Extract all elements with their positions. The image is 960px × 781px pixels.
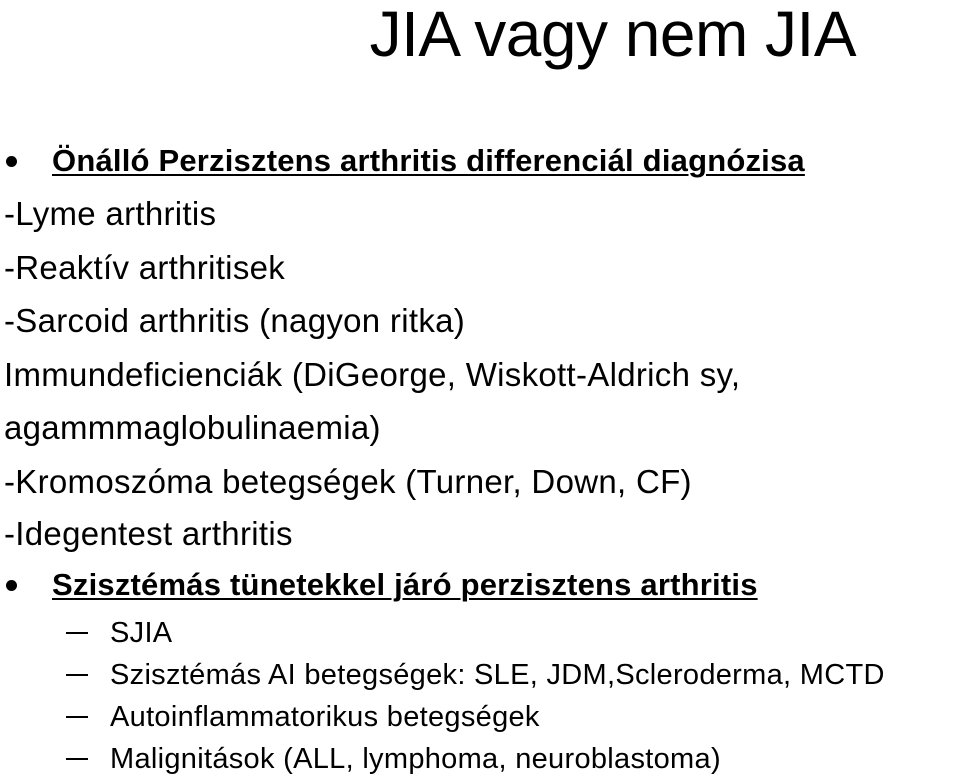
text-line: Immundeficienciák (DiGeorge, Wiskott-Aldrich sy, <box>4 356 741 393</box>
bullet-item <box>0 565 960 605</box>
text-line: -Reaktív arthritisek <box>4 249 286 286</box>
sub-list-item <box>0 655 960 695</box>
bullet-item <box>0 141 960 181</box>
text-line: -Lyme arthritis <box>4 195 217 232</box>
slide-title: JIA vagy nem JIA <box>369 0 856 70</box>
dash-marker <box>66 632 88 634</box>
section-heading: Önálló Perzisztens arthritis differenciál diagnózisa <box>52 143 805 178</box>
bullet-dot <box>6 580 17 591</box>
sub-item-text: Szisztémás AI betegségek: SLE, JDM,Scleroderma, MCTD <box>110 659 885 691</box>
text-line: agammmaglobulinaemia) <box>4 409 381 446</box>
text-line: -Idegentest arthritis <box>4 515 293 552</box>
sub-list-item <box>0 739 960 779</box>
section-heading: Szisztémás tünetekkel járó perzisztens arthritis <box>52 567 758 602</box>
sub-item-text: Autoinflammatorikus betegségek <box>110 701 540 733</box>
dash-marker <box>66 674 88 676</box>
text-line: -Kromoszóma betegségek (Turner, Down, CF) <box>4 463 692 500</box>
sub-list-item <box>0 697 960 737</box>
text-line: -Sarcoid arthritis (nagyon ritka) <box>4 302 466 339</box>
dash-marker <box>66 716 88 718</box>
dash-marker <box>66 758 88 760</box>
bullet-dot <box>6 156 17 167</box>
sub-item-text: Malignitások (ALL, lymphoma, neuroblastoma) <box>110 743 721 775</box>
sub-list-item <box>0 613 960 653</box>
sub-item-text: SJIA <box>110 617 173 649</box>
